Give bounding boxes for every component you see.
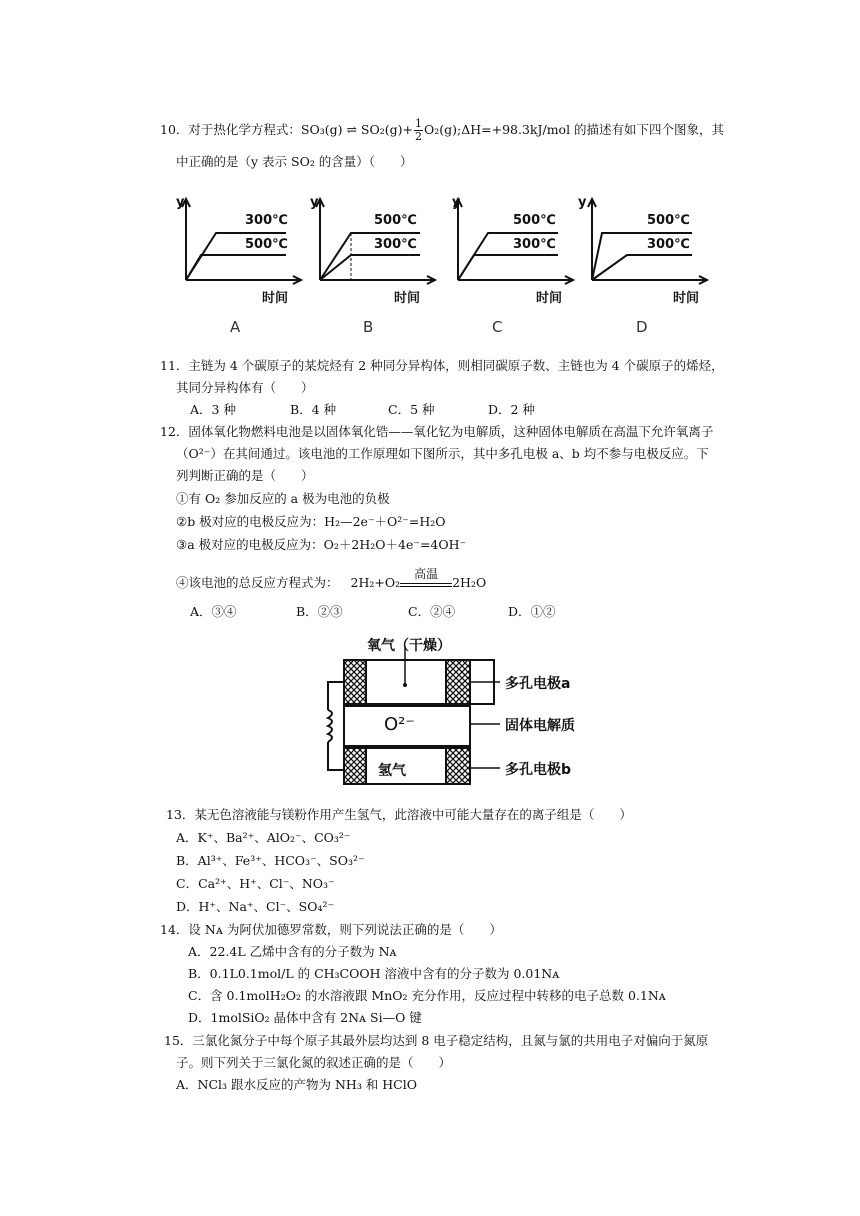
q11-options [190,402,535,418]
q11-option-c: C．5 种 [388,402,435,417]
graph-a-upper-label: 300℃ [245,213,288,228]
q11-line1: 11．主链为 4 个碳原子的某烷烃有 2 种同分异构体，则相同碳原子数、主链也为 4 个碳原子的烯烃， [160,358,724,373]
q12-option-b: B．②③ [296,604,343,619]
q12-line1: 12．固体氧化物燃料电池是以固体氧化锆——氧化钇为电解质，这种固体电解质在高温下允许氧离子 [160,424,714,439]
q12-statement-4: ④该电池的总反应方程式为： 2H₂+O₂ 高温 2H₂O [176,567,487,590]
q12-option-d: D．①② [508,604,556,619]
q14-option-b: B．0.1L0.1mol/L 的 CH₃COOH 溶液中含有的分子数为 0.01Nᴀ [188,966,560,981]
q10-fraction: $\frac{1}{2}$ [414,117,422,143]
q13-option-d: D．H⁺、Na⁺、Cl⁻、SO₄²⁻ [176,899,335,914]
q11-option-d: D．2 种 [488,402,535,417]
q13-option-b: B．Al³⁺、Fe³⁺、HCO₃⁻、SO₃²⁻ [176,853,365,868]
graph-c-lower-label: 300℃ [513,237,556,252]
q15-line1: 15．三氯化氮分子中每个原子其最外层均达到 8 电子稳定结构，且氮与氯的共用电子对偏向于氮原 [164,1033,709,1048]
graph-b-x-label: 时间 [394,291,421,306]
q12-statement-2: ②b 极对应的电极反应为：H₂—2e⁻＋O²⁻=H₂O [176,514,446,529]
q12-statement-1: ①有 O₂ 参加反应的 a 极为电池的负极 [176,491,390,506]
q14-option-c: C．含 0.1molH₂O₂ 的水溶液跟 MnO₂ 充分作用，反应过程中转移的电子总数 0.1Nᴀ [188,988,666,1003]
graph-d-y-label: y [578,195,587,210]
cell-bottom-label: 氢气 [378,763,406,779]
q15-line2: 子。则下列关于三氯化氮的叙述正确的是（ ） [176,1055,452,1070]
cell-label-a: 多孔电极a [505,676,571,692]
graph-d-lower-label: 300℃ [647,237,690,252]
graph-c-x-label: 时间 [536,291,563,306]
q12-line2: （O²⁻）在其间通过。该电池的工作原理如下图所示，其中多孔电极 a、b 均不参与电极反应。下 [176,446,709,461]
q15-option-a: A．NCl₃ 跟水反应的产物为 NH₃ 和 HClO [176,1077,417,1092]
q13-line1: 13．某无色溶液能与镁粉作用产生氢气，此溶液中可能大量存在的离子组是（ ） [166,807,632,822]
q11-line2: 其同分异构体有（ ） [176,380,314,395]
q10-line2: 中正确的是（y 表示 SO₂ 的含量）（ ） [176,154,413,169]
q14-option-d: D．1molSiO₂ 晶体中含有 2Nᴀ Si—O 键 [188,1010,422,1025]
graph-d-caption: D [636,318,648,336]
q14-option-a: A．22.4L 乙烯中含有的分子数为 Nᴀ [188,944,397,959]
q12-statement-3: ③a 极对应的电极反应为：O₂＋2H₂O＋4e⁻=4OH⁻ [176,537,467,552]
cell-label-b: 多孔电极b [505,762,572,778]
graph-a-y-label: y [176,195,185,210]
q10-line1: 10．对于热化学方程式：SO₃(g) ⇌ SO₂(g)+ $\frac{1}{2}$ O₂(g);ΔH=+98.3kJ/mol 的描述有如下四个图象，其 [160,117,725,143]
q11-option-a: A．3 种 [190,402,236,417]
cell-electrolyte-label: O²⁻ [384,714,415,735]
q10-equation: SO₃(g) ⇌ SO₂(g)+ [300,122,413,137]
q12-reaction-condition: 高温 [414,567,439,581]
q14-line1: 14．设 Nᴀ 为阿伏加德罗常数，则下列说法正确的是（ ） [160,922,502,937]
graph-b-y-label: y [310,195,319,210]
q12-options [190,604,556,620]
q12-line3: 列判断正确的是（ ） [176,468,314,483]
q13-option-a: A．K⁺、Ba²⁺、AlO₂⁻、CO₃²⁻ [176,830,351,845]
q13-option-c: C．Ca²⁺、H⁺、Cl⁻、NO₃⁻ [176,876,335,891]
cell-top-label: 氧气（干燥） [367,638,451,654]
graph-b-upper-label: 500℃ [374,213,417,228]
graph-b-lower-label: 300℃ [374,237,417,252]
graph-a-lower-label: 500℃ [245,237,288,252]
q12-option-a: A．③④ [190,604,237,619]
graph-d-x-label: 时间 [673,291,700,306]
cell-label-mid: 固体电解质 [505,718,575,734]
graph-a-x-label: 时间 [262,291,289,306]
graph-b-caption: B [363,318,374,336]
graph-c-y-label: y [452,195,461,210]
graph-c-caption: C [492,318,503,336]
q11-option-b: B．4 种 [290,402,337,417]
q12-option-c: C．②④ [408,604,456,619]
graph-d-upper-label: 500℃ [647,213,690,228]
graph-a-caption: A [230,318,241,336]
graph-c-upper-label: 500℃ [513,213,556,228]
